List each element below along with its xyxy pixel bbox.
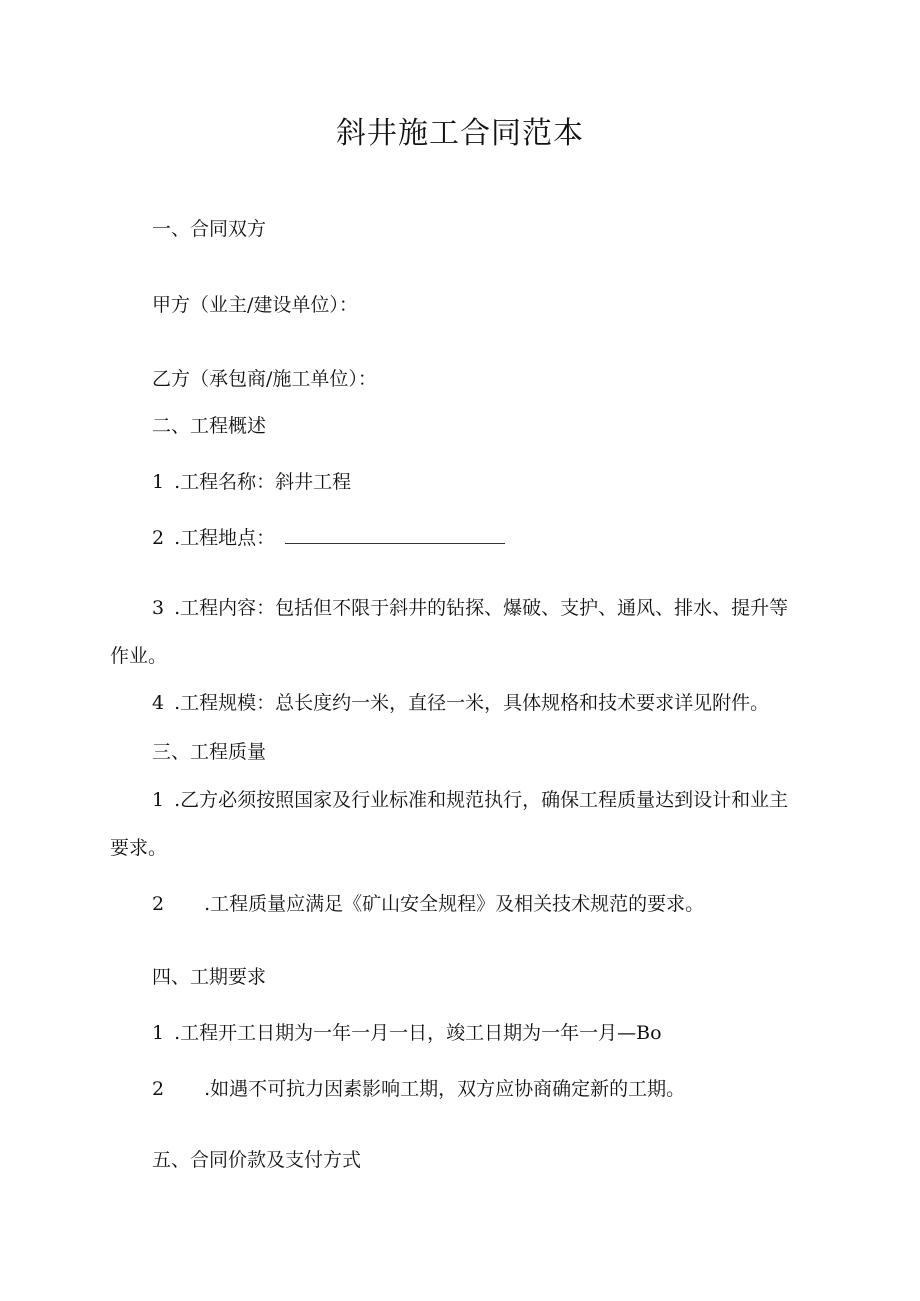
- item-number: 2: [152, 893, 165, 915]
- item-text: .工程内容：包括但不限于斜井的钻探、爆破、支护、通风、排水、提升等: [174, 597, 789, 619]
- item-number: 3: [152, 597, 165, 619]
- item-number: 1: [152, 789, 165, 811]
- item-text: .工程开工日期为一年一月一日，竣工日期为一年一月—Bo: [174, 1022, 662, 1044]
- item-text: .如遇不可抗力因素影响工期，双方应协商确定新的工期。: [204, 1078, 686, 1100]
- item-number: 1: [152, 1022, 165, 1044]
- item-text: .工程地点：: [174, 527, 276, 549]
- section-heading-parties: 一、合同双方: [152, 218, 267, 240]
- quality-item-safety: [152, 891, 704, 917]
- overview-item-name: [152, 469, 351, 495]
- document-title: 斜井施工合同范本: [336, 116, 584, 151]
- item-text: .工程规模：总长度约一米，直径一米，具体规格和技术要求详见附件。: [174, 692, 770, 714]
- section-heading-price-payment: 五、合同价款及支付方式: [152, 1149, 362, 1171]
- item-text: .工程质量应满足《矿山安全规程》及相关技术规范的要求。: [204, 893, 705, 915]
- quality-item-standards: [152, 787, 788, 813]
- item-number: 4: [152, 692, 165, 714]
- overview-item-location: [152, 525, 505, 551]
- section-heading-overview: 二、工程概述: [152, 415, 267, 437]
- item-number: 2: [152, 527, 165, 549]
- schedule-item-force-majeure: [152, 1076, 685, 1102]
- overview-item-scale: [152, 690, 769, 716]
- item-text: .乙方必须按照国家及行业标准和规范执行，确保工程质量达到设计和业主: [174, 789, 789, 811]
- party-b-line: 乙方（承包商/施工单位）：: [152, 368, 377, 390]
- section-heading-quality: 三、工程质量: [152, 741, 267, 763]
- item-number: 2: [152, 1078, 165, 1100]
- fill-in-blank-line: [285, 542, 505, 544]
- quality-item-standards-continued: 要求。: [110, 837, 168, 859]
- schedule-item-dates: [152, 1020, 662, 1046]
- item-number: 1: [152, 471, 165, 493]
- overview-item-content: [152, 595, 788, 621]
- section-heading-schedule: 四、工期要求: [152, 966, 267, 988]
- item-text: .工程名称：斜井工程: [174, 471, 352, 493]
- overview-item-content-continued: 作业。: [110, 645, 168, 667]
- party-a-line: 甲方（业主/建设单位）：: [152, 294, 358, 316]
